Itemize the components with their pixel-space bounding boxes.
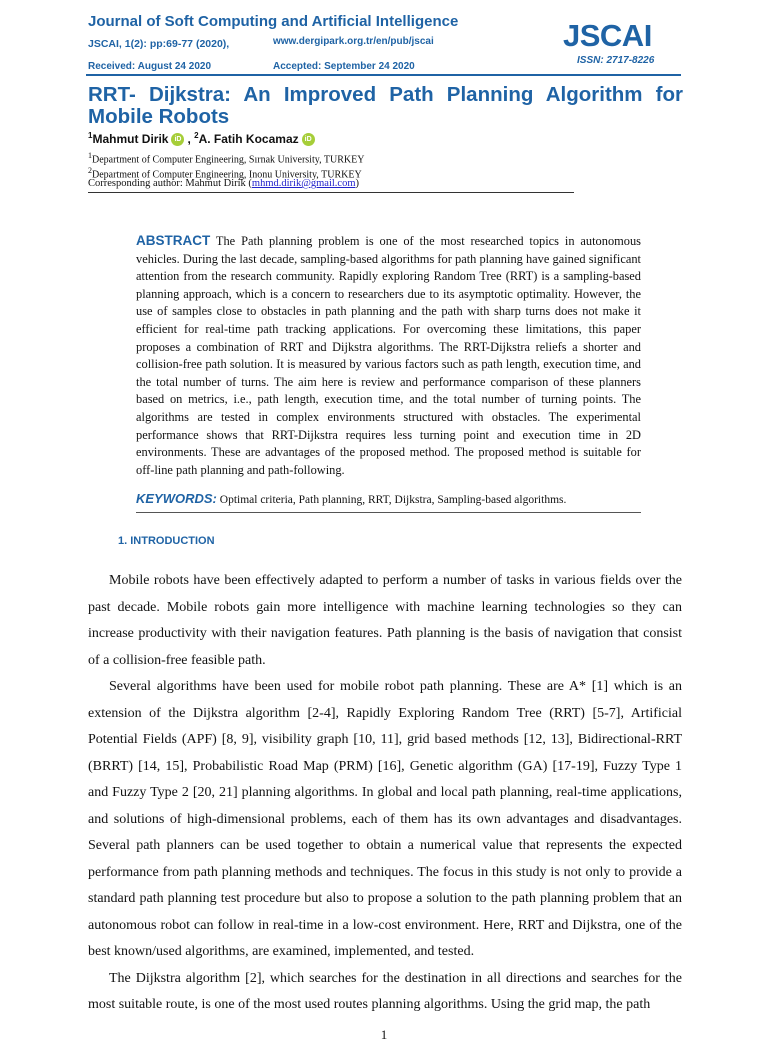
affiliation-sup: 2 — [88, 166, 92, 176]
orcid-icon[interactable]: iD — [302, 133, 315, 146]
header-divider — [86, 74, 681, 76]
affiliation-text: Department of Computer Engineering, Inonu University, TURKEY — [92, 169, 362, 181]
author-sup: 2 — [194, 131, 199, 140]
paragraph: The Dijkstra algorithm [2], which searches for the destination in all directions and searches for the most suitable route, is one of the most used routes planning algorithms. Using the grid map, the path — [88, 970, 682, 1013]
affiliation-text: Department of Computer Engineering, Sırnak University, TURKEY — [92, 154, 365, 166]
abstract-text: The Path planning problem is one of the most researched topics in autonomous vehicles. During the last decade, sampling-based algorithms for path planning have gained significant attention from the research community. Rapidly exploring Random Tree (RRT) is a sampling-based planning approach, which is a concern to researchers due to its asymptotic optimality. However, the use of samples close to obstacles in path planning and the path with sharp turns does not make it efficient for real-time path tracking applications. For overcoming these limitations, this paper proposes a combination of RRT and Dijkstra algorithms. The RRT-Dijkstra reliefs a shorter and collision-free path solution. It is measured by various factors such as path length, execution time, and the total number of turns. The aim here is review and performance comparison of these planners based on metrics, i.e., path length, execution time, and the total number of turning points. The algorithms are tested in complex environments structured with obstacles. The experimental performance shows that RRT-Dijkstra requires less turning point and execution time in 2D environments. These are advantages of the proposed method. The proposed method is suitable for off-line path planning and path-following. — [136, 234, 641, 477]
paragraph: Mobile robots have been effectively adapted to perform a number of tasks in various fields over the past decade. Mobile robots gain more intelligence with machine learning technologies so they can increase productivity with their navigation features. Path planning is the basis of navigation that consist of a collision-free feasible path. — [88, 573, 682, 668]
corresponding-author — [88, 178, 359, 189]
body-text — [88, 568, 682, 1019]
divider — [136, 512, 641, 513]
keywords-label: KEYWORDS: — [136, 491, 217, 507]
journal-logo: JSCAI — [563, 18, 652, 53]
keywords-text: Optimal criteria, Path planning, RRT, Dijkstra, Sampling-based algorithms. — [216, 494, 567, 507]
received-date: Received: August 24 2020 — [88, 61, 212, 72]
author-sup: 1 — [88, 131, 93, 140]
section-heading: 1. INTRODUCTION — [118, 535, 215, 548]
journal-citation: JSCAI, 1(2): pp:69-77 (2020), — [88, 38, 230, 50]
paragraph: Several algorithms have been used for mobile robot path planning. These are A* [1] which is an extension of the Dijkstra algorithm [2-4], Rapidly Exploring Random Tree (RRT) [5-7], Artificial Potential Fields (APF) [8, 9], visibility graph [10, 11], grid based methods [12, 13], Bidirectional-RRT (BRRT) [14, 15], Probabilistic Road Map (PRM) [16], Genetic algorithm (GA) [17-19], Fuzzy Type 1 and Fuzzy Type 2 [20, 21] planning algorithms. In global and local path planning, real-time applications, and solutions of high-dimensional problems, each of them has its own advantages and disadvantages. Several path planners can be used together to obtain a numerical value that represents the expected performance from path planning methods and techniques. The focus in this study is not only to provide a standard path planning test procedure but also to propose a solution to the path planning problem that an autonomous robot can follow in real-time in a low-cost environment. Here, RRT and Dijkstra, one of the best known/used algorithms, are examined, implemented, and tested. — [88, 679, 682, 960]
main-content — [0, 232, 768, 1043]
corresponding-label: Corresponding author: Mahmut Dirik ( — [88, 178, 252, 189]
affiliation-sup: 1 — [88, 151, 92, 160]
issn: ISSN: 2717-8226 — [577, 55, 655, 66]
author-name: Mahmut Dirik — [92, 132, 169, 146]
corresponding-close: ) — [355, 178, 359, 189]
affiliations — [88, 150, 364, 181]
affiliation — [88, 150, 364, 165]
author-list: $^1$Mahmut Dirik iD , $^2$A. Fatih Kocamaz iD — [88, 131, 318, 146]
abstract — [136, 232, 641, 479]
divider — [88, 192, 574, 193]
journal-url[interactable]: www.dergipark.org.tr/en/pub/jscai — [273, 36, 434, 47]
keywords — [136, 491, 768, 508]
author-name: A. Fatih Kocamaz — [198, 132, 299, 146]
accepted-date: Accepted: September 24 2020 — [273, 61, 415, 72]
paper-title: RRT- Dijkstra: An Improved Path Planning Algorithm for Mobile Robots — [88, 83, 683, 128]
email-link[interactable]: mhmd.dirik@gmail.com — [251, 178, 356, 189]
journal-title: Journal of Soft Computing and Artificial Intelligence — [88, 13, 459, 30]
abstract-label: ABSTRACT — [136, 233, 211, 248]
orcid-icon[interactable]: iD — [171, 133, 184, 146]
page-number: 1 — [380, 1026, 388, 1042]
